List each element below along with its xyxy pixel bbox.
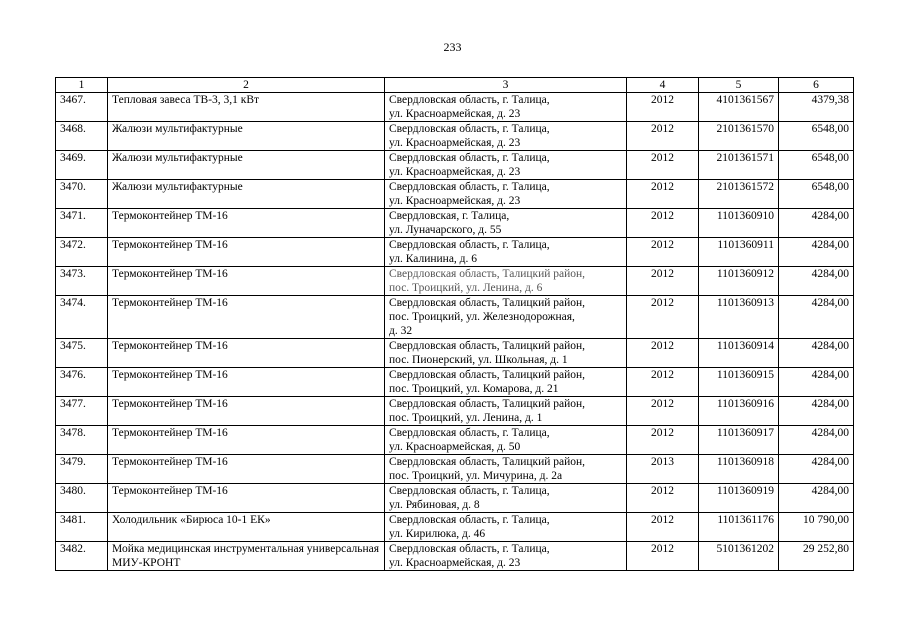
column-header-3: 3: [385, 78, 627, 93]
table-row: [56, 151, 854, 180]
column-header-4: 4: [627, 78, 699, 93]
item-cost: 6548,00: [779, 122, 854, 151]
item-address: [385, 122, 627, 151]
item-name: Термоконтейнер ТМ-16: [108, 296, 385, 339]
header-row: [56, 78, 854, 93]
table-row: [56, 209, 854, 238]
item-year: 2012: [627, 397, 699, 426]
address-line: д. 32: [389, 325, 413, 337]
item-address: [385, 180, 627, 209]
item-cost: 4284,00: [779, 426, 854, 455]
item-year: 2012: [627, 209, 699, 238]
row-number: 3471.: [56, 209, 108, 238]
address-line: ул. Луначарского, д. 55: [389, 224, 502, 236]
address-line: Свердловская область, г. Талица,: [389, 239, 550, 251]
item-cost: 4379,38: [779, 93, 854, 122]
row-number: 3474.: [56, 296, 108, 339]
item-name: Термоконтейнер ТМ-16: [108, 238, 385, 267]
inventory-number: 4101361567: [699, 93, 779, 122]
item-address: [385, 151, 627, 180]
address-line: Свердловская область, Талицкий район,: [389, 340, 586, 352]
item-name: Термоконтейнер ТМ-16: [108, 368, 385, 397]
address-line: ул. Кирилюка, д. 46: [389, 528, 486, 540]
item-address: [385, 426, 627, 455]
item-year: 2012: [627, 339, 699, 368]
row-number: 3479.: [56, 455, 108, 484]
column-header-6: 6: [779, 78, 854, 93]
table-row: [56, 542, 854, 571]
address-line: Свердловская область, г. Талица,: [389, 181, 550, 193]
address-line: пос. Троицкий, ул. Ленина, д. 1: [389, 412, 543, 424]
table-row: [56, 339, 854, 368]
inventory-number: 1101360910: [699, 209, 779, 238]
table-row: [56, 296, 854, 339]
row-number: 3472.: [56, 238, 108, 267]
item-year: 2012: [627, 484, 699, 513]
item-name: Термоконтейнер ТМ-16: [108, 397, 385, 426]
row-number: 3481.: [56, 513, 108, 542]
item-cost: 4284,00: [779, 397, 854, 426]
table-row: [56, 267, 854, 296]
address-line: Свердловская область, г. Талица,: [389, 485, 550, 497]
inventory-number: 1101360916: [699, 397, 779, 426]
address-line: ул. Калинина, д. 6: [389, 253, 478, 265]
item-cost: 4284,00: [779, 368, 854, 397]
inventory-number: 1101360915: [699, 368, 779, 397]
item-name: Холодильник «Бирюса 10-1 ЕК»: [108, 513, 385, 542]
inventory-number: 1101360919: [699, 484, 779, 513]
table-row: [56, 455, 854, 484]
address-line: пос. Троицкий, ул. Мичурина, д. 2а: [389, 470, 563, 482]
inventory-number: 1101360917: [699, 426, 779, 455]
address-line: ул. Красноармейская, д. 23: [389, 557, 521, 569]
item-name: Термоконтейнер ТМ-16: [108, 455, 385, 484]
inventory-number: 1101360911: [699, 238, 779, 267]
item-address: [385, 209, 627, 238]
address-line: пос. Троицкий, ул. Железнодорожная,: [389, 311, 575, 323]
address-line: Свердловская область, г. Талица,: [389, 94, 550, 106]
item-year: 2012: [627, 542, 699, 571]
item-address: [385, 267, 627, 296]
address-line: Свердловская область, г. Талица,: [389, 427, 550, 439]
item-cost: 6548,00: [779, 180, 854, 209]
address-line: пос. Троицкий, ул. Комарова, д. 21: [389, 383, 559, 395]
row-number: 3477.: [56, 397, 108, 426]
item-year: 2012: [627, 267, 699, 296]
address-line: пос. Троицкий, ул. Ленина, д. 6: [389, 282, 543, 294]
row-number: 3470.: [56, 180, 108, 209]
address-line: Свердловская область, г. Талица,: [389, 123, 550, 135]
item-year: 2012: [627, 151, 699, 180]
item-name: Термоконтейнер ТМ-16: [108, 209, 385, 238]
item-name: Термоконтейнер ТМ-16: [108, 426, 385, 455]
column-header-5: 5: [699, 78, 779, 93]
item-year: 2012: [627, 426, 699, 455]
address-line: Свердловская область, г. Талица,: [389, 152, 550, 164]
item-cost: 29 252,80: [779, 542, 854, 571]
item-cost: 4284,00: [779, 238, 854, 267]
item-cost: 4284,00: [779, 209, 854, 238]
address-line: ул. Красноармейская, д. 50: [389, 441, 521, 453]
address-line: Свердловская область, Талицкий район,: [389, 369, 586, 381]
item-year: 2012: [627, 296, 699, 339]
table-row: [56, 484, 854, 513]
item-name: Тепловая завеса ТВ-3, 3,1 кВт: [108, 93, 385, 122]
table-row: [56, 397, 854, 426]
inventory-number: 1101360913: [699, 296, 779, 339]
row-number: 3473.: [56, 267, 108, 296]
item-address: [385, 339, 627, 368]
item-cost: 4284,00: [779, 455, 854, 484]
row-number: 3478.: [56, 426, 108, 455]
item-address: [385, 296, 627, 339]
address-line: Свердловская область, Талицкий район,: [389, 456, 586, 468]
item-year: 2012: [627, 93, 699, 122]
address-line: Свердловская область, г. Талица,: [389, 543, 550, 555]
item-cost: 4284,00: [779, 296, 854, 339]
item-address: [385, 368, 627, 397]
address-line: Свердловская, г. Талица,: [389, 210, 510, 222]
row-number: 3475.: [56, 339, 108, 368]
page-number: 233: [443, 40, 462, 54]
address-line: Свердловская область, Талицкий район,: [389, 398, 586, 410]
item-name: Жалюзи мультифактурные: [108, 122, 385, 151]
address-line: ул. Красноармейская, д. 23: [389, 195, 521, 207]
item-year: 2012: [627, 368, 699, 397]
item-year: 2012: [627, 122, 699, 151]
row-number: 3469.: [56, 151, 108, 180]
address-line: ул. Красноармейская, д. 23: [389, 108, 521, 120]
column-header-1: 1: [56, 78, 108, 93]
inventory-number: 1101360914: [699, 339, 779, 368]
property-registry-table: [55, 77, 854, 571]
item-year: 2013: [627, 455, 699, 484]
item-address: [385, 397, 627, 426]
inventory-number: 1101360912: [699, 267, 779, 296]
row-number: 3467.: [56, 93, 108, 122]
inventory-number: 2101361570: [699, 122, 779, 151]
item-year: 2012: [627, 513, 699, 542]
item-address: [385, 455, 627, 484]
item-name: Термоконтейнер ТМ-16: [108, 484, 385, 513]
address-line: Свердловская область, Талицкий район,: [389, 268, 586, 280]
item-address: [385, 513, 627, 542]
row-number: 3480.: [56, 484, 108, 513]
table-row: [56, 513, 854, 542]
item-cost: 4284,00: [779, 339, 854, 368]
table-row: [56, 368, 854, 397]
item-year: 2012: [627, 238, 699, 267]
table-row: [56, 93, 854, 122]
inventory-number: 1101360918: [699, 455, 779, 484]
item-cost: 10 790,00: [779, 513, 854, 542]
item-address: [385, 542, 627, 571]
table-row: [56, 122, 854, 151]
row-number: 3476.: [56, 368, 108, 397]
item-address: [385, 484, 627, 513]
table-body: [56, 93, 854, 571]
item-address: [385, 238, 627, 267]
table-row: [56, 426, 854, 455]
item-name: Мойка медицинская инструментальная универсальная МИУ-КРОНТ: [108, 542, 385, 571]
inventory-number: 1101361176: [699, 513, 779, 542]
item-address: [385, 93, 627, 122]
address-line: ул. Красноармейская, д. 23: [389, 166, 521, 178]
column-header-2: 2: [108, 78, 385, 93]
address-line: Свердловская область, Талицкий район,: [389, 297, 586, 309]
inventory-number: 2101361571: [699, 151, 779, 180]
row-number: 3468.: [56, 122, 108, 151]
item-cost: 6548,00: [779, 151, 854, 180]
item-name: Термоконтейнер ТМ-16: [108, 339, 385, 368]
address-line: пос. Пионерский, ул. Школьная, д. 1: [389, 354, 568, 366]
inventory-number: 5101361202: [699, 542, 779, 571]
inventory-number: 2101361572: [699, 180, 779, 209]
item-cost: 4284,00: [779, 484, 854, 513]
address-line: ул. Рябиновая, д. 8: [389, 499, 480, 511]
table-row: [56, 238, 854, 267]
item-name: Жалюзи мультифактурные: [108, 180, 385, 209]
address-line: ул. Красноармейская, д. 23: [389, 137, 521, 149]
address-line: Свердловская область, г. Талица,: [389, 514, 550, 526]
table-row: [56, 180, 854, 209]
item-name: Термоконтейнер ТМ-16: [108, 267, 385, 296]
row-number: 3482.: [56, 542, 108, 571]
item-name: Жалюзи мультифактурные: [108, 151, 385, 180]
item-year: 2012: [627, 180, 699, 209]
item-cost: 4284,00: [779, 267, 854, 296]
